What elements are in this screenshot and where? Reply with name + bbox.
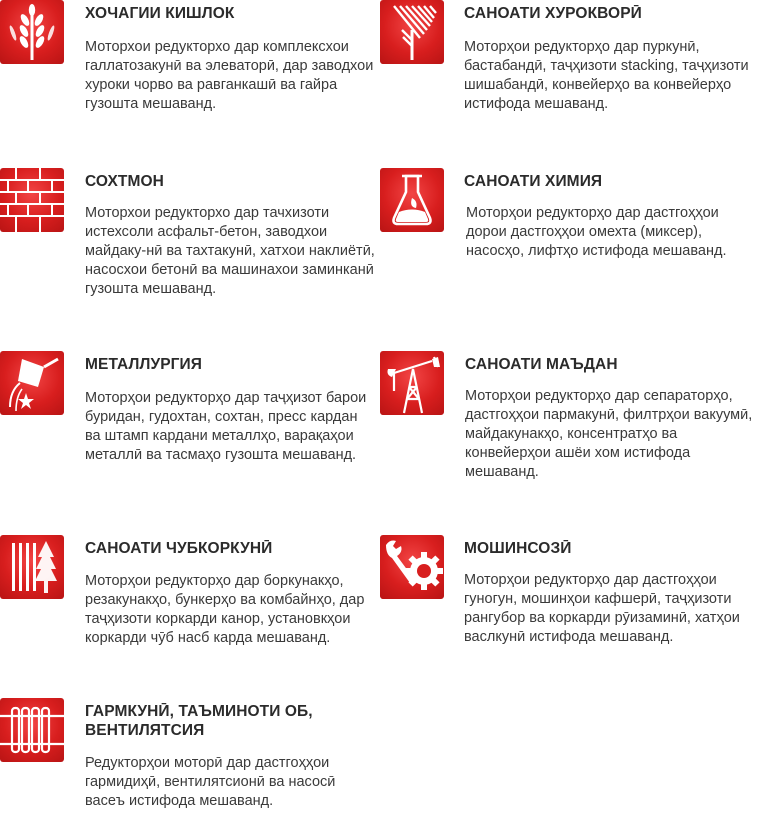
wheat-icon <box>0 0 64 64</box>
lumber-icon <box>0 535 64 599</box>
industry-description: Моторҳои редукторҳо дар сепараторҳо, дастгоҳҳои пармакунӣ, филтрҳои вакуумӣ, майдакунакҳо, консентратҳо ва конвейерҳои ашёи хом истифода мешаванд. <box>465 388 753 480</box>
grain-icon <box>380 0 444 64</box>
radiator-icon <box>0 698 64 762</box>
industry-title: САНОАТИ МАЪДАН <box>465 356 618 373</box>
industry-title: САНОАТИ ХУРОКВОРӢ <box>464 5 642 22</box>
industry-title: ГАРМКУНӢ, ТАЪМИНОТИ ОБ, ВЕНТИЛЯТСИЯ <box>85 703 313 739</box>
industry-title: МЕТАЛЛУРГИЯ <box>85 356 203 373</box>
industry-description: Моторҳои редукторҳо дар пуркунӣ, бастабандӣ, таҷҳизоти stacking, таҷҳизоти шишабандӣ, конвейерҳо ва конвейерҳо истифода мешаванд. <box>464 39 749 112</box>
industry-title: САНОАТИ ЧУБКОРКУНӢ <box>85 540 273 557</box>
industry-description: Моторҳои редукторҳо дар дастгоҳҳои дорои дастгоҳҳои омехта (миксер), насосҳо, лифтҳо истифода мешаванд. <box>466 205 727 259</box>
flask-icon <box>380 168 444 232</box>
industry-title: САНОАТИ ХИМИЯ <box>464 173 603 190</box>
industry-title: СОХТМОН <box>85 173 164 190</box>
oil-pump-icon <box>380 351 444 415</box>
wrench-gear-icon <box>380 535 444 599</box>
brick-wall-icon <box>0 168 64 232</box>
industry-description: Моторҳои редукторҳо дар таҷҳизот барои буридан, гудохтан, сохтан, пресс кардан ва штамп кардани металлҳо, варақаҳои металлӣ ва тасмаҳо гузошта мешаванд. <box>85 390 367 463</box>
industry-description: Редукторҳои моторӣ дар дастгоҳҳои гармидиҳӣ, вентилятсионӣ ва насосӣ васеъ истифода мешаванд. <box>85 755 336 809</box>
ladle-icon <box>0 351 64 415</box>
industry-description: Моторхои редукторхо дар тачхизоти истехсоли асфальт-бетон, заводхои майдаку-нӣ ва тахтакунӣ, хатхои наклиётӣ, насосхои бетонӣ ва машинахои заминканӣ гузошта мешаванд. <box>85 205 375 297</box>
industry-description: Моторхои редукторхо дар комплексхои галлатозакунӣ ва элеваторӣ, дар заводхои хуроки чорво ва равганкашӣ ва гайра гузошта мешаванд. <box>85 39 374 112</box>
industry-title: ХОЧАГИИ КИШЛОК <box>85 5 235 22</box>
industry-description: Моторҳои редукторҳо дар боркунакҳо, резакунакҳо, бункерҳо ва комбайнҳо, дар таҷҳизоти коркарди канор, установкҳои коркарди чӯб насб карда мешаванд. <box>85 573 365 646</box>
industry-title: МОШИНСОЗӢ <box>464 540 572 557</box>
industry-description: Моторҳои редукторҳо дар дастгоҳҳои гуногун, мошинҳои кафшерӣ, таҷҳизоти рангубор ва коркарди рӯизаминӣ, хатҳои васлкунӣ истифода мешаванд. <box>464 572 740 645</box>
